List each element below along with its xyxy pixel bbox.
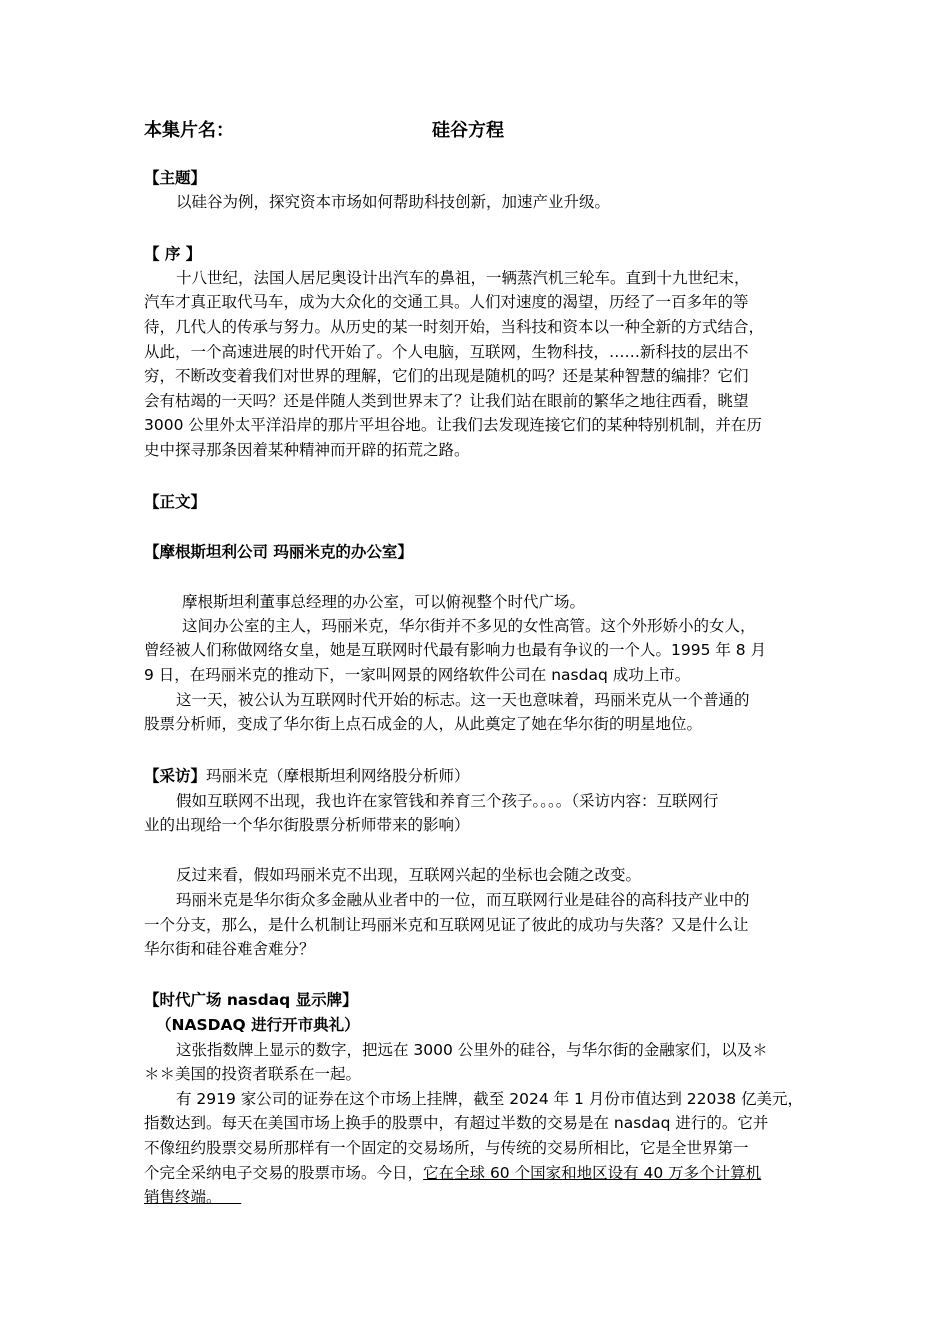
scene2-line: 指数达到。每天在美国市场上换手的股票中，有超过半数的交易是在 nasdaq 进行的。它并 bbox=[144, 1114, 769, 1132]
scene2-line: 不像纽约股票交易所那样有一个固定的交易场所，与传统的交易所相比，它是全世界第一 bbox=[144, 1139, 749, 1157]
episode-title-label: 本集片名： bbox=[144, 120, 234, 141]
scene2-underlined-text: 它在全球 60 个国家和地区设有 40 万多个计算机 bbox=[423, 1164, 762, 1182]
theme-heading: 【主题】 bbox=[144, 169, 207, 187]
prologue-line: 史中探寻那条因着某种精神而开辟的拓荒之路。 bbox=[144, 441, 470, 459]
interview-line bbox=[144, 764, 470, 789]
prologue-line: 穷，不断改变着我们对世界的理解，它们的出现是随机的吗？还是某种智慧的编排？它们 bbox=[144, 367, 749, 385]
scene1-line: 这间办公室的主人，玛丽米克，华尔街并不多见的女性高管。这个外形娇小的女人， bbox=[182, 617, 756, 635]
scene2-line bbox=[144, 1161, 761, 1186]
reflection-line: 反过来看，假如玛丽米克不出现，互联网兴起的坐标也会随之改变。 bbox=[176, 866, 642, 884]
interview-tag: 【采访】 bbox=[144, 767, 207, 785]
interview-text: 假如互联网不出现，我也许在家管钱和养育三个孩子。。。。（采访内容：互联网行 bbox=[176, 792, 719, 810]
scene2-text: 个完全采纳电子交易的股票市场。今日， bbox=[144, 1164, 424, 1182]
scene1-line: 摩根斯坦利董事总经理的办公室，可以俯视整个时代广场。 bbox=[182, 593, 586, 611]
prologue-line: 待，几代人的传承与努力。从历史的某一时刻开始，当科技和资本以一种全新的方式结合， bbox=[144, 318, 765, 336]
reflection-line: 一个分支，那么，是什么机制让玛丽米克和互联网见证了彼此的成功与失落？又是什么让 bbox=[144, 916, 749, 934]
scene2-heading: 【时代广场 nasdaq 显示牌】 bbox=[144, 991, 358, 1009]
scene1-line: 这一天，被公认为互联网时代开始的标志。这一天也意味着，玛丽米克从一个普通的 bbox=[176, 691, 750, 709]
scene2-underlined-text: 销售终端。 bbox=[144, 1188, 222, 1206]
interview-speaker: 玛丽米克（摩根斯坦利网络股分析师） bbox=[206, 767, 470, 785]
theme-text: 以硅谷为例，探究资本市场如何帮助科技创新，加速产业升级。 bbox=[176, 193, 611, 211]
prologue-line: 从此，一个高速进展的时代开始了。个人电脑，互联网，生物科技，……新科技的层出不 bbox=[144, 343, 749, 361]
reflection-line: 玛丽米克是华尔街众多金融从业者中的一位，而互联网行业是硅谷的高科技产业中的 bbox=[176, 891, 750, 909]
scene2-subheading: （NASDAQ 进行开市典礼） bbox=[156, 1016, 360, 1034]
underline-trail bbox=[222, 1188, 242, 1206]
prologue-line: 汽车才真正取代马车，成为大众化的交通工具。人们对速度的渴望，历经了一百多年的等 bbox=[144, 293, 749, 311]
body-heading: 【正文】 bbox=[144, 493, 207, 511]
scene2-line: 有 2919 家公司的证券在这个市场上挂牌，截至 2024 年 1 月份市值达到 22038 亿美元， bbox=[176, 1090, 803, 1108]
scene1-line: 股票分析师，变成了华尔街上点石成金的人，从此奠定了她在华尔街的明星地位。 bbox=[144, 715, 703, 733]
episode-title: 硅谷方程 bbox=[432, 120, 504, 141]
scene1-heading: 【摩根斯坦利公司 玛丽米克的办公室】 bbox=[144, 543, 413, 561]
scene1-line: 9 日，在玛丽米克的推动下，一家叫网景的网络软件公司在 nasdaq 成功上市。 bbox=[144, 666, 691, 684]
prologue-line: 3000 公里外太平洋沿岸的那片平坦谷地。让我们去发现连接它们的某种特别机制，并在历 bbox=[144, 416, 762, 434]
prologue-heading: 【 序 】 bbox=[144, 245, 202, 263]
interview-text: 业的出现给一个华尔街股票分析师带来的影响） bbox=[144, 816, 470, 834]
scene2-line bbox=[144, 1185, 241, 1210]
scene2-line: 这张指数牌上显示的数字，把远在 3000 公里外的硅谷，与华尔街的金融家们，以及＊ bbox=[176, 1041, 768, 1059]
reflection-line: 华尔街和硅谷难舍难分？ bbox=[144, 940, 315, 958]
scene2-line: ＊＊美国的投资者联系在一起。 bbox=[144, 1065, 362, 1083]
prologue-line: 十八世纪，法国人居尼奥设计出汽车的鼻祖，一辆蒸汽机三轮车。直到十九世纪末， bbox=[176, 269, 750, 287]
prologue-line: 会有枯竭的一天吗？还是伴随人类到世界末了？让我们站在眼前的繁华之地往西看，眺望 bbox=[144, 392, 749, 410]
scene1-line: 曾经被人们称做网络女皇，她是互联网时代最有影响力也最有争议的一个人。1995 年 8 月 bbox=[144, 641, 767, 659]
